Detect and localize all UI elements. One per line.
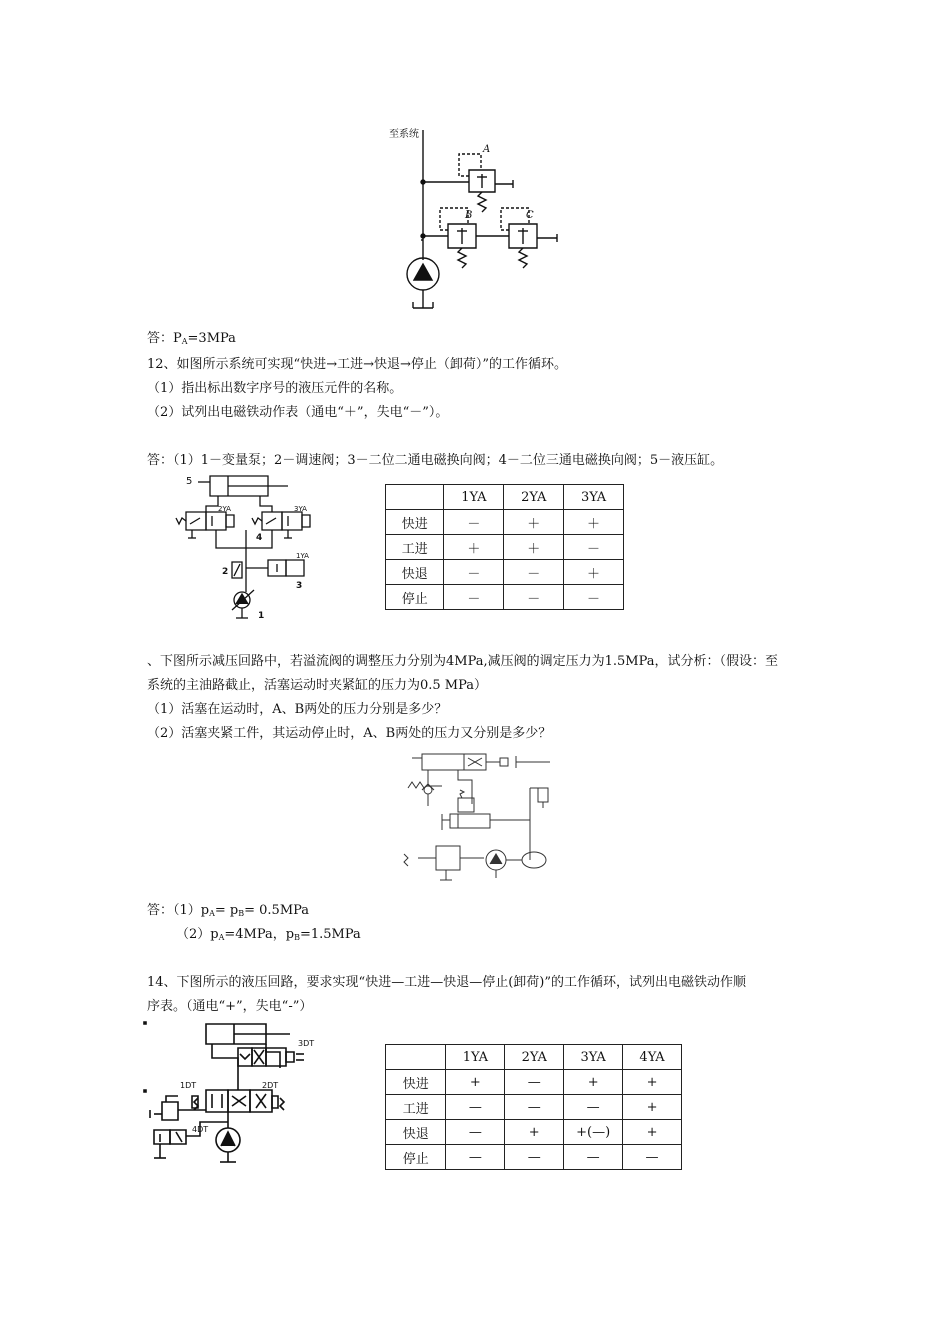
table-cell: 停止 [386,1145,446,1170]
table-header-cell [386,485,444,510]
table-row [386,1120,682,1145]
table-cell: — [564,1145,623,1170]
table-cell: — [446,1095,505,1120]
q14-line-2: 序表。（通电“+”，失电“-”） [147,999,313,1014]
valve-b-label: B [465,210,473,221]
table-cell: — [446,1145,505,1170]
label-2: 2 [222,567,229,577]
q12-item-2: （2）试列出电磁铁动作表（通电“＋”，失电“－”）。 [147,405,449,420]
table-cell: － [564,585,624,610]
table-cell: ＋ [504,510,564,535]
table-cell: — [505,1095,564,1120]
q14-line-1: 14、下图所示的液压回路，要求实现“快进—工进—快退—停止(卸荷)”的工作循环，试列出电磁铁动作顺 [147,975,746,990]
label-1ya: 1YA [296,552,309,560]
table-cell: — [505,1070,564,1095]
label-1dt: 1DT [180,1081,197,1090]
label-3ya: 3YA [294,505,307,513]
q13-item-1: （1）活塞在运动时，A、B两处的压力分别是多少？ [147,702,448,717]
table-cell: + [623,1095,682,1120]
table-header-cell: 1YA [444,485,504,510]
q13-line-1: 、下图所示减压回路中，若溢流阀的调整压力分别为4MPa,减压阀的调定压力为1.5MPa，试分析：（假设：至 [147,654,779,669]
table-header-cell: 2YA [505,1045,564,1070]
table-cell: 快进 [386,510,444,535]
table-cell: 快退 [386,1120,446,1145]
table-cell: ＋ [504,535,564,560]
q13-ans2-mid: =4MPa，p [224,927,295,942]
table-cell: — [564,1095,623,1120]
table-cell: + [564,1070,623,1095]
q13-ans1-prefix: 答：（1）p [147,903,210,918]
table-cell: + [505,1120,564,1145]
q13-pressure-reducing-circuit-diagram [398,748,554,882]
q13-ans2-sub-a: A [218,933,225,942]
q14-circuit-diagram [140,1018,340,1168]
table-cell: 快进 [386,1070,446,1095]
q13-line-2: 系统的主油路截止，活塞运动时夹紧缸的压力为0.5 MPa） [147,678,488,693]
table-cell: － [504,585,564,610]
q11-answer [147,330,236,351]
label-3dt: 3DT [298,1039,315,1048]
label-2ya: 2YA [218,505,231,513]
table-row [386,1070,682,1095]
label-4: 4 [256,533,263,543]
q12-circuit-diagram [170,472,320,622]
q13-ans1-sub-b: B [238,909,245,918]
table-cell: － [564,535,624,560]
table-cell: + [623,1120,682,1145]
table-header-cell [386,1045,446,1070]
q11-answer-sub: A [181,337,188,346]
table-cell: － [444,585,504,610]
q13-ans1-end: = 0.5MPa [244,903,310,918]
table-cell: － [444,560,504,585]
q11-answer-value: =3MPa [187,331,236,346]
valve-a-label: A [483,144,491,155]
table-cell: 工进 [386,535,444,560]
q11-answer-prefix: 答：P [147,331,182,346]
table-cell: — [446,1120,505,1145]
table-cell: +(—) [564,1120,623,1145]
table-cell: ＋ [564,510,624,535]
q13-answer-1 [147,902,309,923]
q13-ans2-end: =1.5MPa [299,927,361,942]
table-cell: － [444,510,504,535]
label-1: 1 [258,611,265,621]
label-4dt: 4DT [192,1125,209,1134]
label-3: 3 [296,581,303,591]
table-cell: 快退 [386,560,444,585]
q13-ans2-prefix: （2）p [176,927,219,942]
system-label: 至系统 [389,129,419,140]
table-header-cell: 4YA [623,1045,682,1070]
table-row [386,510,624,535]
table-cell: — [623,1145,682,1170]
table-row [386,1145,682,1170]
table-row [386,585,624,610]
relief-valve-bc-diagram [385,122,565,318]
table-cell: + [446,1070,505,1095]
table-cell: 工进 [386,1095,446,1120]
table-cell: － [504,560,564,585]
table-row [386,560,624,585]
table-row [386,535,624,560]
q13-ans1-sub-a: A [209,909,215,918]
table-header-cell: 2YA [504,485,564,510]
q12-item-1: （1）指出标出数字序号的液压元件的名称。 [147,381,403,396]
table-cell: 停止 [386,585,444,610]
q13-ans2-sub-b: B [294,933,300,942]
label-5: 5 [186,476,193,487]
table-cell: — [505,1145,564,1170]
table-row [386,1095,682,1120]
q13-item-2: （2）活塞夹紧工件，其运动停止时，A、B两处的压力又分别是多少？ [147,726,552,741]
table-cell: ＋ [444,535,504,560]
q12-question: 12、如图所示系统可实现“快进→工进→快退→停止（卸荷）”的工作循环。 [147,357,568,372]
label-2dt: 2DT [262,1081,279,1090]
table-header-cell: 3YA [564,1045,623,1070]
q13-ans1-mid: = p [214,903,239,918]
table-cell: + [623,1070,682,1095]
table-header-cell: 1YA [446,1045,505,1070]
table-cell: ＋ [564,560,624,585]
valve-c-label: C [526,210,534,221]
q12-solenoid-table [385,484,624,610]
table-header-row [386,1045,682,1070]
q13-answer-2 [176,926,361,947]
table-header-cell: 3YA [564,485,624,510]
q14-solenoid-table [385,1044,682,1170]
table-header-row [386,485,624,510]
q12-answer: 答：（1）1－变量泵；2－调速阀；3－二位二通电磁换向阀；4－二位三通电磁换向阀；5－液压缸。 [147,453,724,468]
